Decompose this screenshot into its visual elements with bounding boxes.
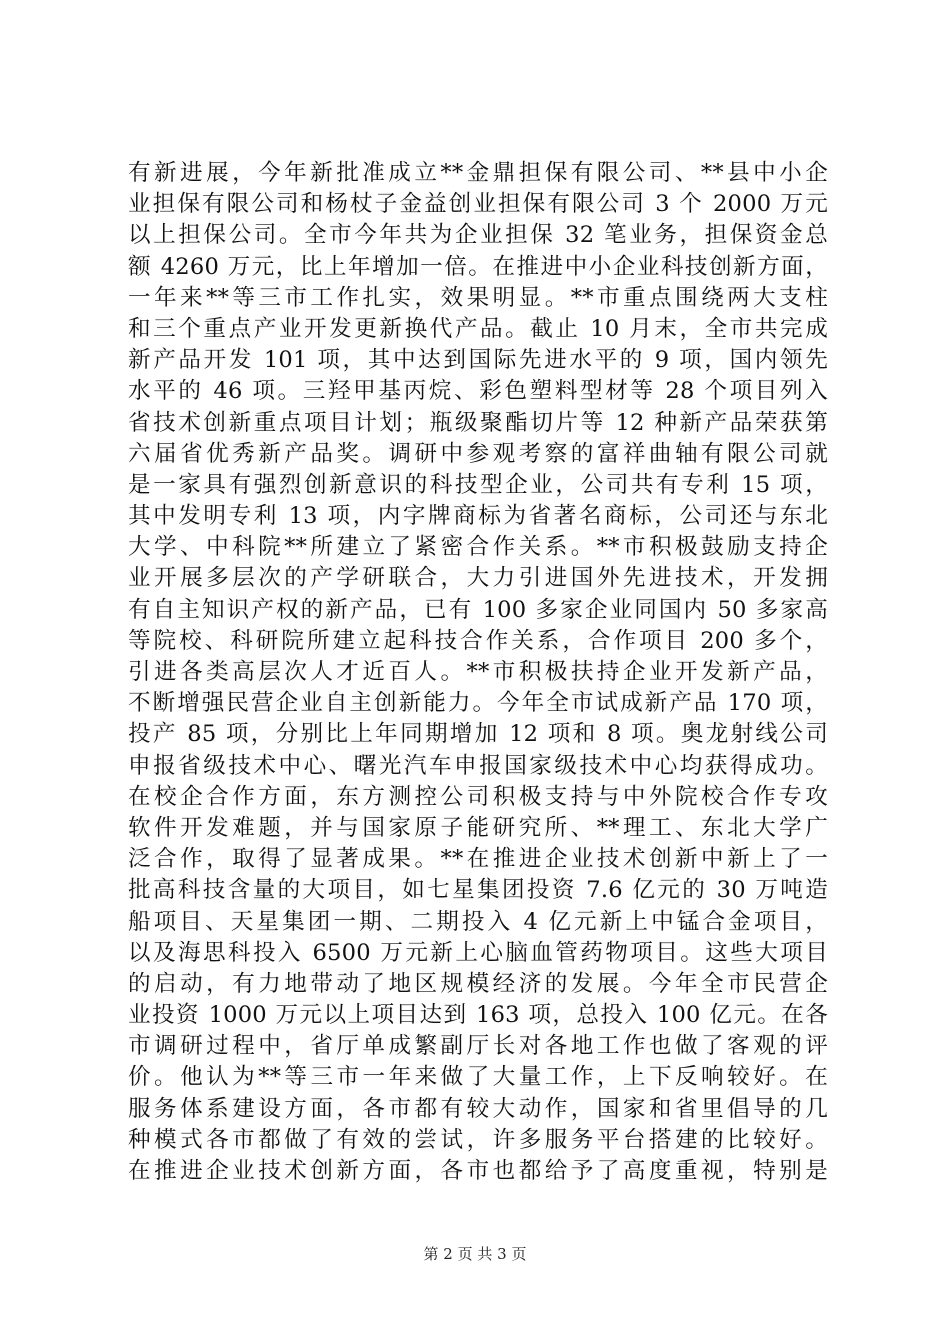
text-line: 等院校、科研院所建立起科技合作关系，合作项目 200 多个， [128,627,828,654]
page-footer: 第 2 页 共 3 页 [423,1245,527,1263]
text-line: 以上担保公司。全市今年共为企业担保 32 笔业务，担保资金总 [128,222,828,249]
text-line: 新产品开发 101 项，其中达到国际先进水平的 9 项，国内领先 [128,347,828,374]
text-line: 投产 85 项，分别比上年同期增加 12 项和 8 项。奥龙射线公司 [128,721,828,748]
text-line: 以及海思科投入 6500 万元新上心脑血管药物项目。这些大项目 [128,939,828,966]
text-line: 业投资 1000 万元以上项目达到 163 项，总投入 100 亿元。在各 [128,1002,828,1029]
text-line: 在推进企业技术创新方面，各市也都给予了高度重视，特别是 [128,1158,828,1184]
text-line: 额 4260 万元，比上年增加一倍。在推进中小企业科技创新方面， [128,253,828,280]
text-line: 其中发明专利 13 项，内字牌商标为省著名商标，公司还与东北 [128,503,828,530]
text-line: 有新进展，今年新批准成立**金鼎担保有限公司、**县中小企 [128,160,828,186]
body-paragraph [128,158,828,1187]
text-line: 市调研过程中，省厅单成繁副厅长对各地工作也做了客观的评 [128,1033,828,1060]
text-line: 不断增强民营企业自主创新能力。今年全市试成新产品 170 项， [128,690,828,717]
text-line: 有自主知识产权的新产品，已有 100 多家企业同国内 50 多家高 [128,596,828,623]
text-line: 水平的 46 项。三羟甲基丙烷、彩色塑料型材等 28 个项目列入 [128,378,828,405]
text-line: 业担保有限公司和杨杖子金益创业担保有限公司 3 个 2000 万元 [128,191,828,218]
text-line: 在校企合作方面，东方测控公司积极支持与中外院校合作专攻 [128,783,828,810]
text-line: 软件开发难题，并与国家原子能研究所、**理工、东北大学广 [128,814,828,841]
text-line: 泛合作，取得了显著成果。**在推进企业技术创新中新上了一 [128,846,828,873]
text-line: 批高科技含量的大项目，如七星集团投资 7.6 亿元的 30 万吨造 [128,877,828,904]
text-line: 种模式各市都做了有效的尝试，许多服务平台搭建的比较好。 [128,1126,828,1153]
text-line: 价。他认为**等三市一年来做了大量工作，上下反响较好。在 [128,1064,828,1091]
text-line: 申报省级技术中心、曙光汽车申报国家级技术中心均获得成功。 [128,752,828,779]
text-line: 省技术创新重点项目计划；瓶级聚酯切片等 12 种新产品荣获第 [128,409,828,436]
text-line: 和三个重点产业开发更新换代产品。截止 10 月末，全市共完成 [128,315,828,342]
text-line: 船项目、天星集团一期、二期投入 4 亿元新上中锰合金项目， [128,908,828,935]
text-line: 一年来**等三市工作扎实，效果明显。**市重点围绕两大支柱 [128,284,828,311]
text-line: 引进各类高层次人才近百人。**市积极扶持企业开发新产品， [128,659,828,685]
text-line: 六届省优秀新产品奖。调研中参观考察的富祥曲轴有限公司就 [128,440,828,467]
text-line: 大学、中科院**所建立了紧密合作关系。**市积极鼓励支持企 [128,534,828,561]
text-line: 的启动，有力地带动了地区规模经济的发展。今年全市民营企 [128,970,828,997]
text-line: 业开展多层次的产学研联合，大力引进国外先进技术，开发拥 [128,565,828,592]
text-line: 是一家具有强烈创新意识的科技型企业，公司共有专利 15 项， [128,471,828,498]
text-line: 服务体系建设方面，各市都有较大动作，国家和省里倡导的几 [128,1095,828,1122]
